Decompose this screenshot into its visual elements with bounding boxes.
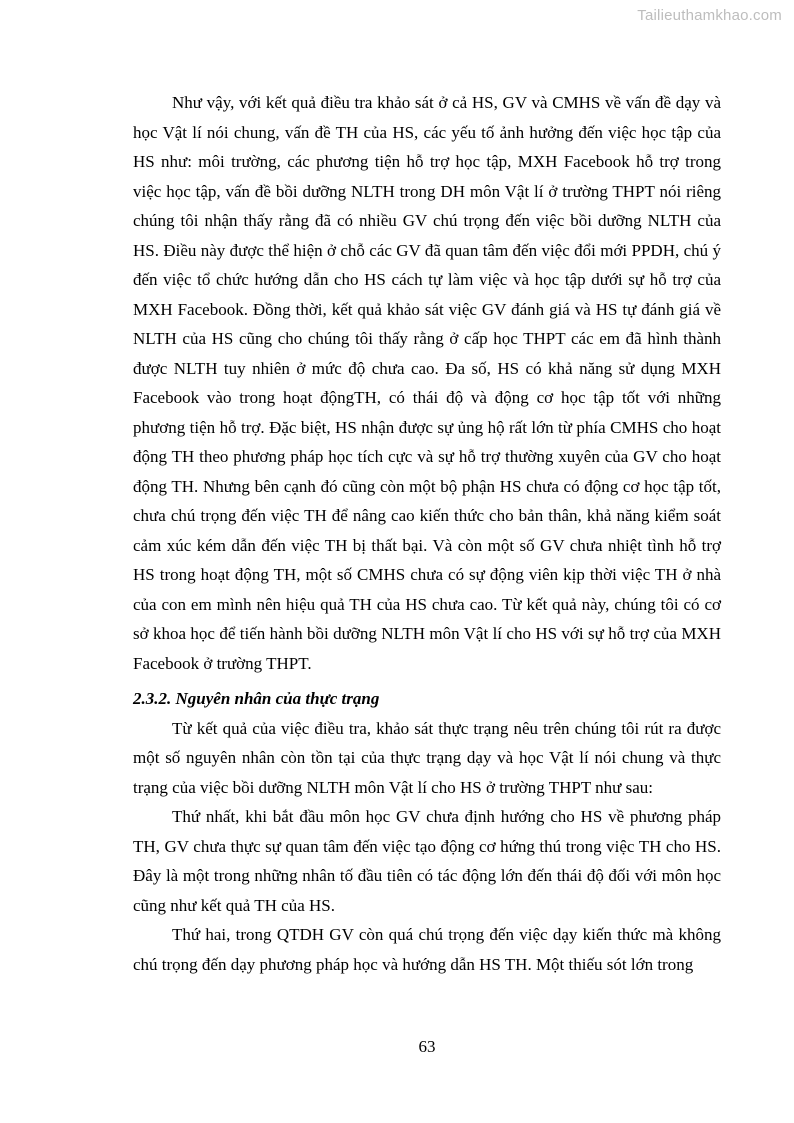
paragraph-first-reason: Thứ nhất, khi bắt đầu môn học GV chưa định hướng cho HS về phương pháp TH, GV chưa thực sự quan tâm đến việc tạo động cơ hứng thú trong việc TH cho HS. Đây là một trong những nhân tố đầu tiên có tác động lớn đến thái độ đối với môn học cũng như kết quả TH của HS. (133, 807, 721, 915)
page-number: 63 (418, 1037, 436, 1056)
paragraph-summary: Như vậy, với kết quả điều tra khảo sát ở cả HS, GV và CMHS về vấn đề dạy và học Vật lí nói chung, vấn đề TH của HS, các yếu tố ảnh hưởng đến việc học tập của HS như: môi trường, các phương tiện hỗ trợ học tập, MXH Facebook hỗ trợ trong việc học tập, vấn đề bồi dưỡng NLTH trong DH môn Vật lí ở trường THPT nói riêng chúng tôi nhận thấy rằng đã có nhiều GV chú trọng đến việc bồi dưỡng NLTH của HS. Điều này được thể hiện ở chỗ các GV đã quan tâm đến việc đổi mới PPDH, chú ý đến việc tổ chức hướng dẫn cho HS cách tự làm việc và học tập dưới sự hỗ trợ của MXH Facebook. Đồng thời, kết quả khảo sát việc GV đánh giá và HS tự đánh giá về NLTH của HS cũng cho chúng tôi thấy rằng ở cấp học THPT các em đã hình thành được NLTH tuy nhiên ở mức độ chưa cao. Đa số, HS có khả năng sử dụng MXH Facebook vào trong hoạt độngTH, có thái độ và động cơ học tập tốt với những phương tiện hỗ trợ. Đặc biệt, HS nhận được sự ủng hộ rất lớn từ phía CMHS cho hoạt động TH theo phương pháp học tích cực và sự hỗ trợ thường xuyên của GV cho hoạt động TH. Nhưng bên cạnh đó cũng còn một bộ phận HS chưa có động cơ học tập tốt, chưa chú trọng đến việc TH để nâng cao kiến thức cho bản thân, khả năng kiểm soát cảm xúc kém dẫn đến việc TH bị thất bại. Và còn một số GV chưa nhiệt tình hỗ trợ HS trong hoạt động TH, một số CMHS chưa có sự động viên kịp thời việc TH ở nhà của con em mình nên hiệu quả TH của HS chưa cao. Từ kết quả này, chúng tôi có cơ sở khoa học để tiến hành bồi dưỡng NLTH môn Vật lí cho HS với sự hỗ trợ của MXH Facebook ở trường THPT. (133, 93, 721, 673)
watermark: Tailieuthamkhao.com (637, 7, 782, 24)
section-heading: 2.3.2. Nguyên nhân của thực trạng (133, 689, 380, 708)
paragraph-intro: Từ kết quả của việc điều tra, khảo sát thực trạng nêu trên chúng tôi rút ra được một số nguyên nhân còn tồn tại của thực trạng dạy và học Vật lí nói chung và thực trạng của việc bồi dưỡng NLTH môn Vật lí cho HS ở trường THPT như sau: (133, 718, 721, 797)
document-body (133, 88, 721, 979)
paragraph-second-reason: Thứ hai, trong QTDH GV còn quá chú trọng đến việc dạy kiến thức mà không chú trọng đến dạy phương pháp học và hướng dẫn HS TH. Một thiếu sót lớn trong (133, 925, 721, 974)
